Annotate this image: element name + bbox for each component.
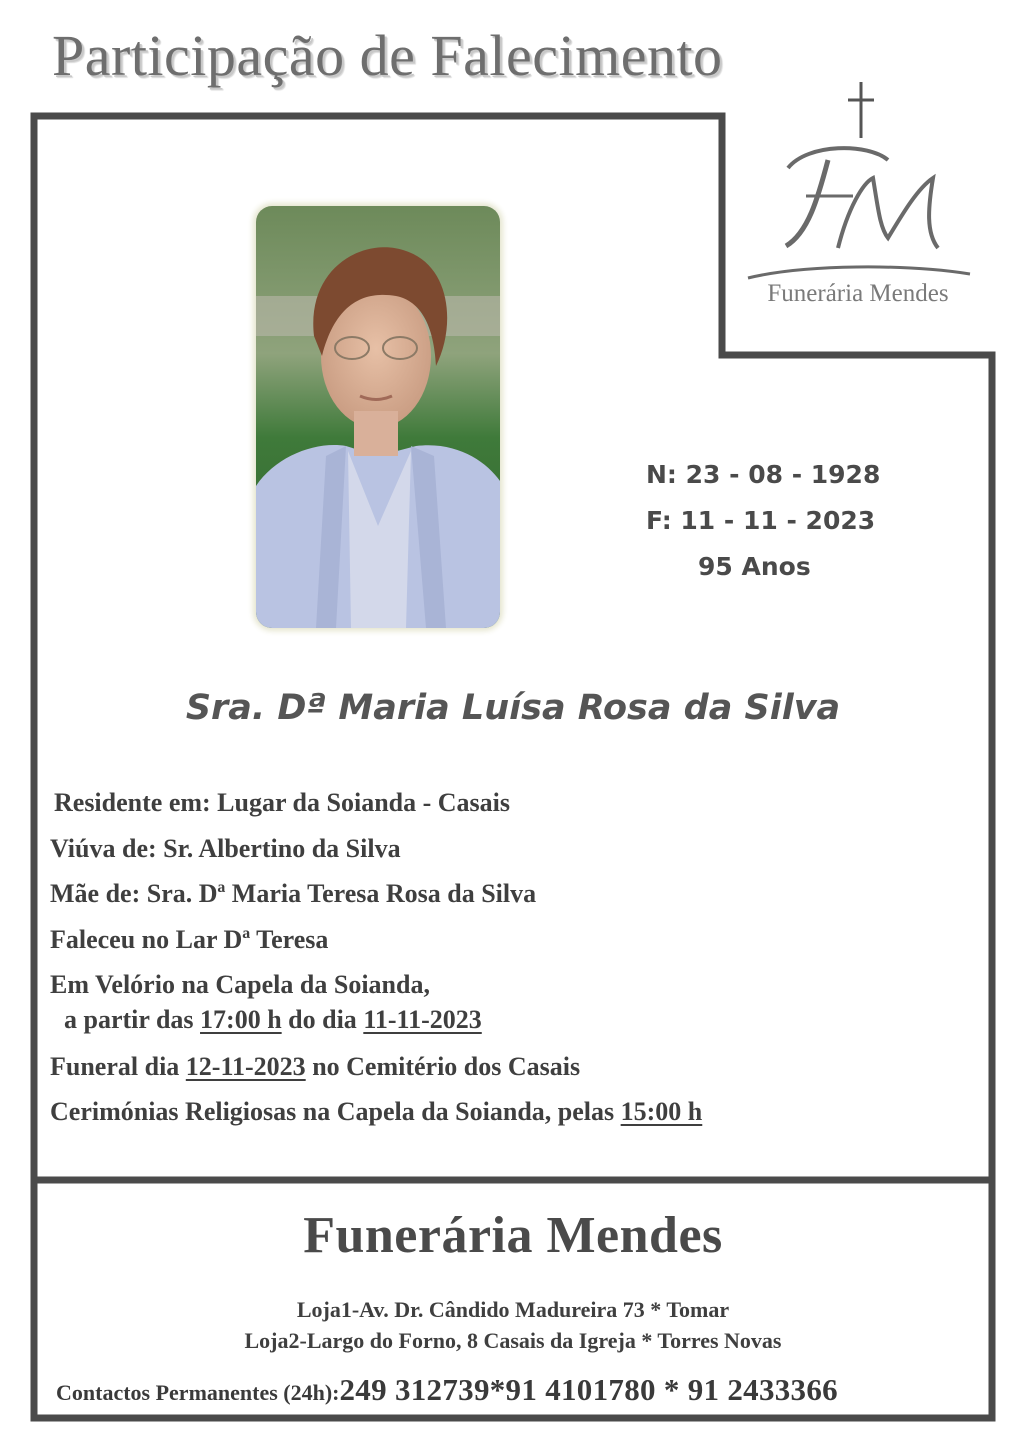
widow-line: Viúva de: Sr. Albertino da Silva (50, 833, 401, 863)
birth-date: N: 23 - 08 - 1928 (646, 460, 881, 489)
details-block (50, 780, 980, 1135)
footer-addresses (40, 1294, 986, 1356)
ceremony-time: 15:00 h (620, 1097, 703, 1126)
ceremony-line (50, 1089, 980, 1135)
deceased-portrait (256, 206, 500, 628)
contacts-line (56, 1372, 986, 1408)
funeral-prefix: Funeral dia (50, 1051, 180, 1081)
contacts-label: Contactos Permanentes (24h): (56, 1380, 340, 1405)
page-title: Participação de Falecimento (52, 23, 723, 88)
fm-monogram-icon (768, 138, 958, 258)
age: 95 Anos (698, 552, 811, 581)
cross-icon (846, 80, 876, 140)
wake-prefix: a partir das (64, 1004, 194, 1034)
deceased-name: Sra. Dª Maria Luísa Rosa da Silva (185, 688, 841, 728)
died-at-line: Faleceu no Lar Dª Teresa (50, 924, 329, 954)
wake-date: 11-11-2023 (363, 1004, 482, 1034)
mother-line: Mãe de: Sra. Dª Maria Teresa Rosa da Silva (50, 879, 537, 908)
wake-place-line: Em Velório na Capela da Soianda, (50, 970, 430, 999)
wake-time-line (50, 1004, 980, 1044)
store1-address: Loja1-Av. Dr. Cândido Madureira 73 * Tomar (296, 1297, 730, 1322)
logo-name: Funerária Mendes (767, 280, 949, 307)
funeral-date: 12-11-2023 (185, 1051, 306, 1081)
logo-swoosh (746, 262, 972, 282)
funeral-home-logo (740, 70, 980, 320)
residence-line: Residente em: Lugar da Soianda - Casais (54, 788, 511, 817)
funeral-suffix: no Cemitério dos Casais (312, 1051, 581, 1081)
wake-mid: do dia (288, 1004, 357, 1034)
death-date: F: 11 - 11 - 2023 (646, 506, 876, 535)
ceremony-prefix: Cerimónias Religiosas na Capela da Soianda, pelas (50, 1097, 615, 1126)
wake-time: 17:00 h (200, 1004, 282, 1034)
footer-company-name: Funerária Mendes (303, 1207, 723, 1264)
dates-block (610, 452, 910, 590)
funeral-line (50, 1044, 980, 1090)
contacts-numbers: 249 312739*91 4101780 * 91 2433366 (339, 1372, 838, 1407)
store2-address: Loja2-Largo do Forno, 8 Casais da Igreja * Torres Novas (244, 1328, 782, 1353)
